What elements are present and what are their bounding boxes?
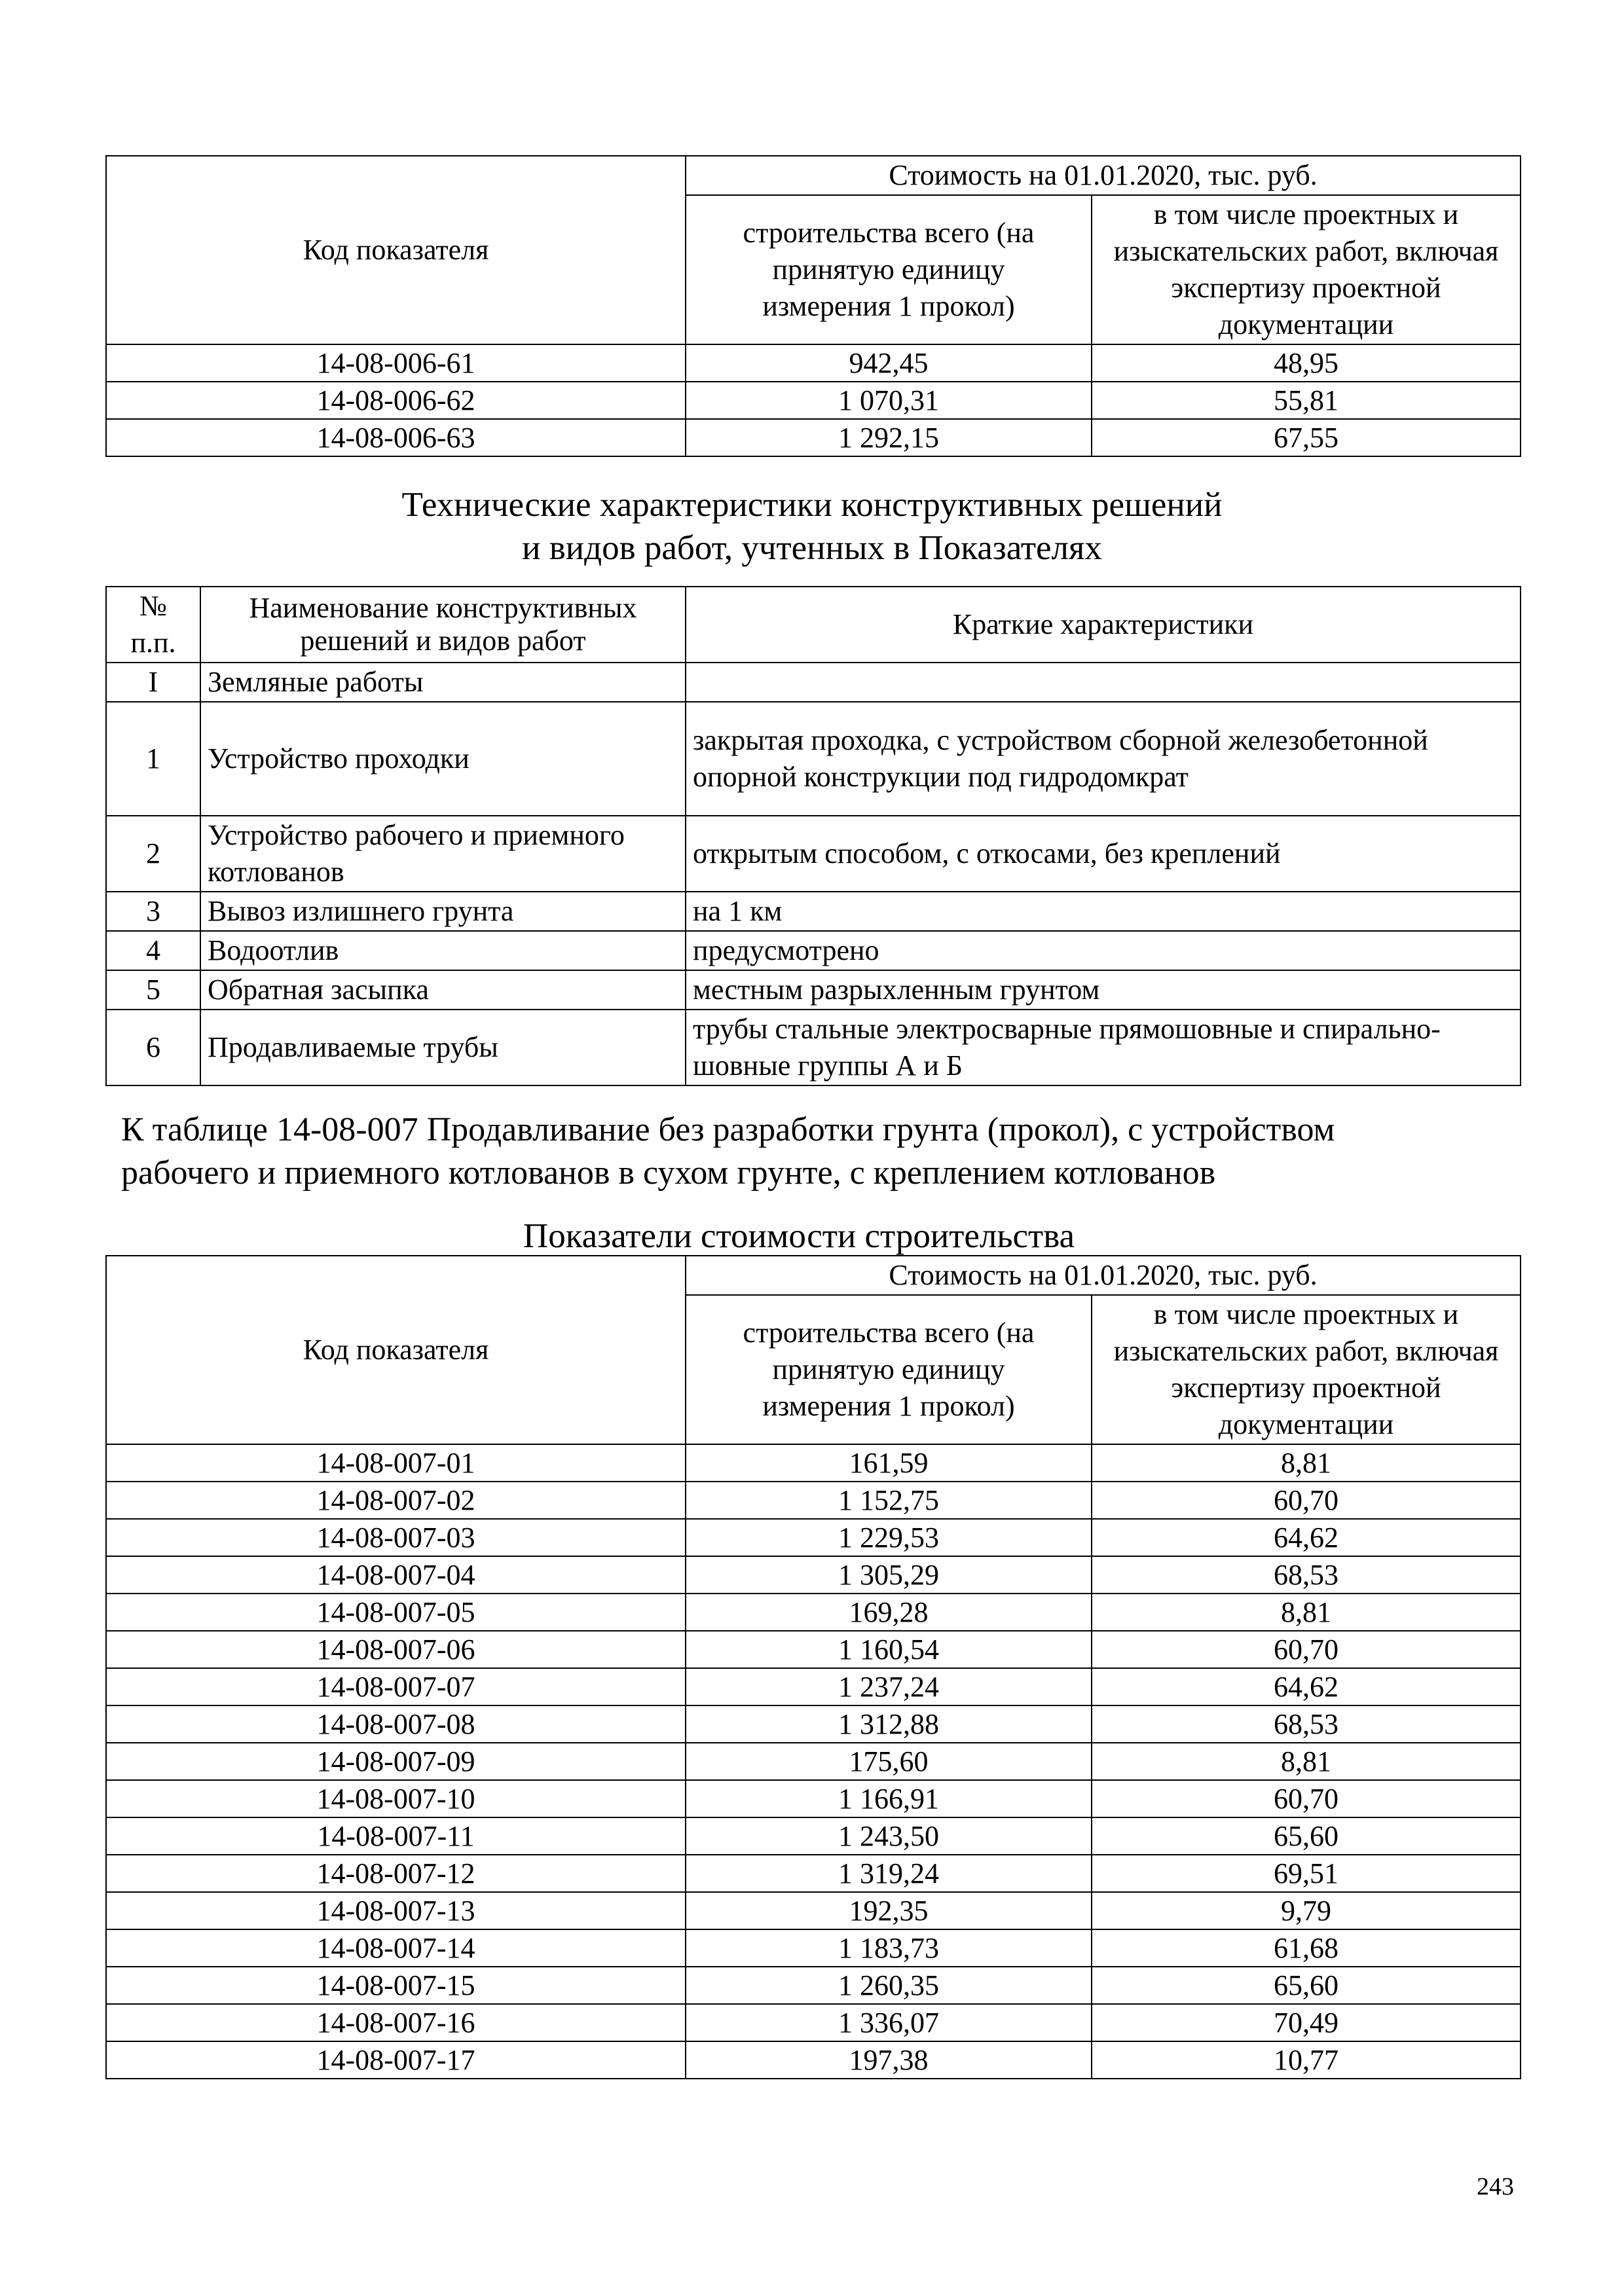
table-row	[106, 1855, 1521, 1892]
description-cell	[686, 663, 1521, 702]
code-cell: 14-08-007-07	[106, 1668, 686, 1705]
tech-table-body	[106, 587, 1521, 1085]
table-row	[106, 892, 1521, 931]
table-row	[106, 1780, 1521, 1817]
design-cost-cell: 8,81	[1092, 1444, 1521, 1482]
code-cell: 14-08-007-15	[106, 1967, 686, 2004]
tech-heading-line1: Технические характеристики конструктивных решений	[401, 486, 1223, 524]
para-line1: К таблице 14-08-007 Продавливание без разработки грунта (прокол), с устройством	[121, 1111, 1335, 1148]
total-cost-cell: 1 229,53	[686, 1519, 1092, 1556]
design-cost-cell: 67,55	[1092, 419, 1521, 456]
total-cost-cell: 1 183,73	[686, 1929, 1092, 1967]
design-cost-cell: 60,70	[1092, 1482, 1521, 1519]
row-number-cell: 3	[106, 892, 200, 931]
para-line2: рабочего и приемного котлованов в сухом грунте, с креплением котлованов	[121, 1154, 1216, 1192]
total-cost-cell: 1 292,15	[686, 419, 1092, 456]
design-cost-cell: 8,81	[1092, 1594, 1521, 1631]
design-cost-cell: 9,79	[1092, 1892, 1521, 1929]
row-number-cell: 6	[106, 1010, 200, 1085]
design-cost-cell: 69,51	[1092, 1855, 1521, 1892]
page-number: 243	[1477, 2173, 1514, 2200]
code-cell: 14-08-007-06	[106, 1631, 686, 1668]
row-number-cell: 1	[106, 702, 200, 816]
design-cost-cell: 60,70	[1092, 1780, 1521, 1817]
description-cell: закрытая проходка, с устройством сборной железобетонной опорной конструкции под гидродомкрат	[686, 702, 1521, 816]
code-header: Код показателя	[106, 1256, 686, 1444]
name-header: Наименование конструктивных решений и видов работ	[200, 587, 686, 663]
total-cost-header: строительства всего (на принятую единицу измерения 1 прокол)	[686, 195, 1092, 344]
design-cost-cell: 64,62	[1092, 1668, 1521, 1705]
design-cost-cell: 70,49	[1092, 2004, 1521, 2041]
total-cost-header: строительства всего (на принятую единицу измерения 1 прокол)	[686, 1295, 1092, 1444]
description-cell: трубы стальные электросварные прямошовные и спирально-шовные группы А и Б	[686, 1010, 1521, 1085]
table-row	[106, 1668, 1521, 1705]
table-header-row	[106, 1256, 1521, 1295]
work-name-cell: Водоотлив	[200, 931, 686, 970]
table-row	[106, 1010, 1521, 1085]
tech-heading	[0, 483, 1624, 570]
design-cost-cell: 65,60	[1092, 1817, 1521, 1855]
code-header: Код показателя	[106, 156, 686, 344]
cost-table-006-body	[106, 156, 1521, 456]
cost-header: Стоимость на 01.01.2020, тыс. руб.	[686, 1256, 1521, 1295]
table-row	[106, 816, 1521, 892]
table-row	[106, 1892, 1521, 1929]
table-row	[106, 2004, 1521, 2041]
total-cost-cell: 175,60	[686, 1743, 1092, 1780]
description-cell: открытым способом, с откосами, без креплений	[686, 816, 1521, 892]
code-cell: 14-08-007-10	[106, 1780, 686, 1817]
description-cell: местным разрыхленным грунтом	[686, 970, 1521, 1010]
design-cost-cell: 48,95	[1092, 344, 1521, 382]
code-cell: 14-08-007-12	[106, 1855, 686, 1892]
code-cell: 14-08-007-04	[106, 1556, 686, 1594]
desc-header: Краткие характеристики	[686, 587, 1521, 663]
table-row	[106, 702, 1521, 816]
table-row	[106, 1929, 1521, 1967]
table-row	[106, 1631, 1521, 1668]
table-row	[106, 1444, 1521, 1482]
design-cost-cell: 61,68	[1092, 1929, 1521, 1967]
work-name-cell: Продавливаемые трубы	[200, 1010, 686, 1085]
table-row	[106, 1482, 1521, 1519]
design-cost-cell: 55,81	[1092, 382, 1521, 419]
description-cell: предусмотрено	[686, 931, 1521, 970]
table-row	[106, 663, 1521, 702]
code-cell: 14-08-007-13	[106, 1892, 686, 1929]
table-row	[106, 1967, 1521, 2004]
row-number-cell: 4	[106, 931, 200, 970]
total-cost-cell: 1 166,91	[686, 1780, 1092, 1817]
table-row	[106, 1817, 1521, 1855]
total-cost-cell: 161,59	[686, 1444, 1092, 1482]
code-cell: 14-08-007-14	[106, 1929, 686, 1967]
table-row	[106, 1519, 1521, 1556]
code-cell: 14-08-007-11	[106, 1817, 686, 1855]
num-header: № п.п.	[106, 587, 200, 663]
indicators-heading: Показатели стоимости строительства	[523, 1217, 1075, 1255]
design-cost-header: в том числе проектных и изыскательских работ, включая экспертизу проектной документации	[1092, 1295, 1521, 1444]
table-caption-paragraph	[121, 1108, 1529, 1195]
row-number-cell: I	[106, 663, 200, 702]
code-cell: 14-08-007-03	[106, 1519, 686, 1556]
cost-table-007	[105, 1255, 1521, 2079]
table-header-row	[106, 587, 1521, 663]
design-cost-cell: 68,53	[1092, 1705, 1521, 1743]
total-cost-cell: 192,35	[686, 1892, 1092, 1929]
design-cost-cell: 8,81	[1092, 1743, 1521, 1780]
total-cost-cell: 1 305,29	[686, 1556, 1092, 1594]
code-cell: 14-08-007-09	[106, 1743, 686, 1780]
table-row	[106, 344, 1521, 382]
design-cost-cell: 64,62	[1092, 1519, 1521, 1556]
table-row	[106, 931, 1521, 970]
design-cost-cell: 65,60	[1092, 1967, 1521, 2004]
total-cost-cell: 1 237,24	[686, 1668, 1092, 1705]
total-cost-cell: 1 070,31	[686, 382, 1092, 419]
work-name-cell: Земляные работы	[200, 663, 686, 702]
work-name-cell: Обратная засыпка	[200, 970, 686, 1010]
code-cell: 14-08-007-05	[106, 1594, 686, 1631]
table-row	[106, 1705, 1521, 1743]
code-cell: 14-08-007-01	[106, 1444, 686, 1482]
code-cell: 14-08-007-02	[106, 1482, 686, 1519]
design-cost-cell: 60,70	[1092, 1631, 1521, 1668]
table-header-row	[106, 156, 1521, 195]
table-row	[106, 1594, 1521, 1631]
table-row	[106, 970, 1521, 1010]
total-cost-cell: 197,38	[686, 2041, 1092, 2079]
total-cost-cell: 1 312,88	[686, 1705, 1092, 1743]
work-name-cell: Устройство проходки	[200, 702, 686, 816]
work-name-cell: Устройство рабочего и приемного котлованов	[200, 816, 686, 892]
table-row	[106, 1556, 1521, 1594]
total-cost-cell: 1 160,54	[686, 1631, 1092, 1668]
total-cost-cell: 1 319,24	[686, 1855, 1092, 1892]
tech-characteristics-table	[105, 586, 1521, 1086]
cost-table-007-body	[106, 1256, 1521, 2079]
design-cost-cell: 10,77	[1092, 2041, 1521, 2079]
design-cost-cell: 68,53	[1092, 1556, 1521, 1594]
table-row	[106, 419, 1521, 456]
code-cell: 14-08-007-17	[106, 2041, 686, 2079]
code-cell: 14-08-007-08	[106, 1705, 686, 1743]
cost-header: Стоимость на 01.01.2020, тыс. руб.	[686, 156, 1521, 195]
total-cost-cell: 169,28	[686, 1594, 1092, 1631]
tech-heading-line2: и видов работ, учтенных в Показателях	[522, 529, 1102, 567]
total-cost-cell: 1 260,35	[686, 1967, 1092, 2004]
total-cost-cell: 1 243,50	[686, 1817, 1092, 1855]
table-row	[106, 382, 1521, 419]
total-cost-cell: 1 152,75	[686, 1482, 1092, 1519]
work-name-cell: Вывоз излишнего грунта	[200, 892, 686, 931]
description-cell: на 1 км	[686, 892, 1521, 931]
code-cell: 14-08-006-62	[106, 382, 686, 419]
code-cell: 14-08-006-61	[106, 344, 686, 382]
total-cost-cell: 942,45	[686, 344, 1092, 382]
table-row	[106, 2041, 1521, 2079]
total-cost-cell: 1 336,07	[686, 2004, 1092, 2041]
design-cost-header: в том числе проектных и изыскательских работ, включая экспертизу проектной документации	[1092, 195, 1521, 344]
code-cell: 14-08-006-63	[106, 419, 686, 456]
table-row	[106, 1743, 1521, 1780]
code-cell: 14-08-007-16	[106, 2004, 686, 2041]
row-number-cell: 5	[106, 970, 200, 1010]
cost-table-006	[105, 155, 1521, 457]
row-number-cell: 2	[106, 816, 200, 892]
